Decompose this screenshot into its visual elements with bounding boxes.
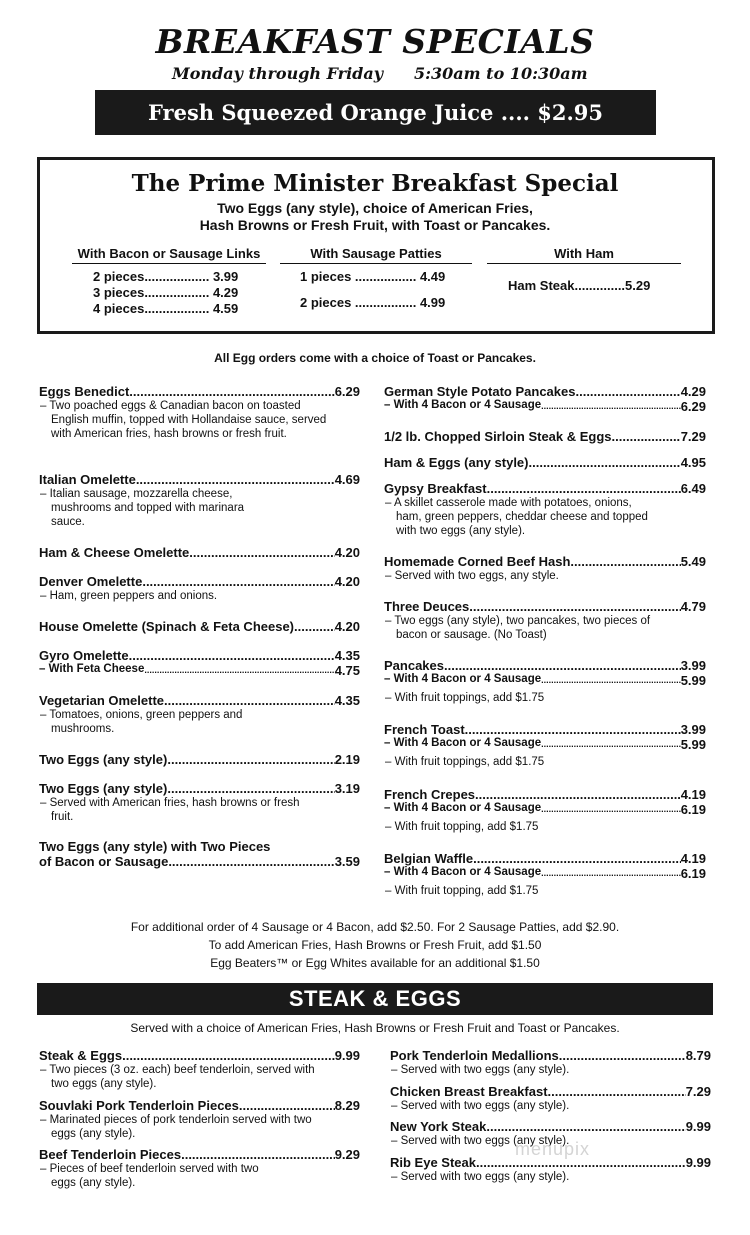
item-name: House Omelette (Spinach & Feta Cheese) <box>39 619 295 634</box>
menu-item <box>384 599 706 614</box>
menu-item <box>39 752 360 767</box>
menu-item <box>39 1048 360 1063</box>
orange-juice-banner: Fresh Squeezed Orange Juice .... $2.95 <box>95 90 656 135</box>
item-desc: – Served with American fries, hash browns or fresh fruit. <box>40 797 300 823</box>
item-desc: – Served with two eggs (any style). <box>391 1135 570 1147</box>
item-desc: – Served with two eggs (any style). <box>391 1100 570 1112</box>
item-fruit-option: – With fruit toppings, add $1.75 <box>385 692 545 704</box>
steak-eggs-note: Served with a choice of American Fries, Hash Browns or Fresh Fruit and Toast or Pancakes. <box>130 1021 620 1035</box>
item-price: 4.79 <box>680 599 706 614</box>
menu-item <box>39 472 360 487</box>
left-menu-item-italian <box>39 472 360 529</box>
item-name: Two Eggs (any style) <box>39 752 168 767</box>
item-name: Chicken Breast Breakfast <box>390 1084 548 1099</box>
days-text: Monday through Friday <box>172 64 384 83</box>
item-price: 2.19 <box>334 752 360 767</box>
patties-1-piece: 1 pieces ................. 4.49 <box>300 269 446 284</box>
item-price: 7.29 <box>680 429 706 444</box>
left-menu-column <box>39 384 360 441</box>
steak-item-chicken <box>390 1084 711 1113</box>
sub-option-name: – With 4 Bacon or 4 Sausage <box>384 399 542 411</box>
item-name: Two Eggs (any style) <box>39 781 168 796</box>
item-name: Denver Omelette <box>39 574 143 589</box>
sub-option-name: – With Feta Cheese <box>39 663 145 675</box>
hours-text: 5:30am to 10:30am <box>414 64 588 83</box>
item-desc: – A skillet casserole made with potatoes, onions, ham, green peppers, cheddar cheese and topped with two eggs (any style). <box>385 497 648 537</box>
item-name: Belgian Waffle <box>384 851 474 866</box>
ham-heading: With Ham <box>487 246 681 264</box>
item-price: 4.20 <box>334 545 360 560</box>
menu-item <box>384 455 706 470</box>
footer-note-2: To add American Fries, Hash Browns or Fresh Fruit, add $1.50 <box>208 938 542 952</box>
item-name: Eggs Benedict <box>39 384 130 399</box>
item-name: Ham & Eggs (any style) <box>384 455 529 470</box>
item-sub-option <box>39 663 360 678</box>
item-price: 3.19 <box>334 781 360 796</box>
item-price: 3.59 <box>334 854 360 869</box>
left-menu-item-ham-cheese <box>39 545 360 560</box>
menu-item <box>384 722 706 737</box>
sub-option-name: – With 4 Bacon or 4 Sausage <box>384 737 542 749</box>
left-menu-item-two-eggs-b <box>39 781 360 824</box>
menu-item <box>384 429 706 444</box>
item-fruit-option: – With fruit topping, add $1.75 <box>385 821 539 833</box>
item-desc: – Tomatoes, onions, green peppers and mushrooms. <box>40 709 243 735</box>
menu-item <box>39 619 360 634</box>
menu-item <box>39 693 360 708</box>
item-name: French Toast <box>384 722 465 737</box>
item-price: 4.19 <box>680 851 706 866</box>
right-menu-item-ham-eggs <box>384 455 706 470</box>
left-menu-item-vegetarian <box>39 693 360 736</box>
item-desc: – Pieces of beef tenderloin served with two eggs (any style). <box>40 1163 259 1189</box>
left-menu-item-house <box>39 619 360 634</box>
sub-option-price: 6.19 <box>680 802 706 817</box>
item-name: Vegetarian Omelette <box>39 693 164 708</box>
steak-item-steak-eggs <box>39 1048 360 1091</box>
item-desc: – Served with two eggs, any style. <box>385 570 559 582</box>
menu-item <box>384 481 706 496</box>
item-price: 4.29 <box>680 384 706 399</box>
item-name: Rib Eye Steak <box>390 1155 476 1170</box>
right-menu-item-sirloin <box>384 429 706 444</box>
sub-option-price: 4.75 <box>334 663 360 678</box>
ham-steak: Ham Steak..............5.29 <box>508 278 651 293</box>
left-menu-item-gyro <box>39 648 360 678</box>
menu-item <box>384 384 706 399</box>
item-desc: – Served with two eggs (any style). <box>391 1171 570 1183</box>
sub-option-price: 5.99 <box>680 737 706 752</box>
left-menu-item-denver <box>39 574 360 603</box>
item-desc: – Marinated pieces of pork tenderloin served with two eggs (any style). <box>40 1114 312 1140</box>
item-desc: – Ham, green peppers and onions. <box>40 590 218 602</box>
steak-item-pork-medallions <box>390 1048 711 1077</box>
item-price: 6.29 <box>334 384 360 399</box>
item-sub-option <box>384 802 706 817</box>
menu-item <box>39 384 360 399</box>
item-name: Gypsy Breakfast <box>384 481 487 496</box>
egg-orders-note: All Egg orders come with a choice of Toast or Pancakes. <box>214 351 536 365</box>
menu-item <box>384 554 706 569</box>
bacon-4-pieces: 4 pieces.................. 4.59 <box>93 301 239 316</box>
left-menu-item-two-eggs-a <box>39 752 360 767</box>
sub-option-name: – With 4 Bacon or 4 Sausage <box>384 802 542 814</box>
item-price: 9.29 <box>334 1147 360 1162</box>
right-menu-item-waffle <box>384 851 706 898</box>
steak-item-beef-pieces <box>39 1147 360 1190</box>
prime-minister-desc-line2: Hash Browns or Fresh Fruit, with Toast or Pancakes. <box>199 217 551 233</box>
item-price: 9.99 <box>685 1119 711 1134</box>
item-price: 6.49 <box>680 481 706 496</box>
right-menu-item-corned-beef <box>384 554 706 583</box>
item-price: 9.99 <box>685 1155 711 1170</box>
item-price: 4.35 <box>334 648 360 663</box>
item-sub-option <box>384 737 706 752</box>
item-price: 4.69 <box>334 472 360 487</box>
item-price: 8.79 <box>685 1048 711 1063</box>
menu-item <box>384 851 706 866</box>
sub-option-price: 6.29 <box>680 399 706 414</box>
item-sub-option <box>384 399 706 414</box>
item-name: Homemade Corned Beef Hash <box>384 554 571 569</box>
item-name: Gyro Omelette <box>39 648 129 663</box>
left-menu-item-two-eggs-c <box>39 839 360 869</box>
prime-minister-desc <box>0 200 750 234</box>
item-fruit-option: – With fruit toppings, add $1.75 <box>385 756 545 768</box>
item-name: Ham & Cheese Omelette <box>39 545 190 560</box>
menu-item <box>39 1098 360 1113</box>
item-price: 3.99 <box>680 722 706 737</box>
prime-minister-title: The Prime Minister Breakfast Special <box>131 170 619 197</box>
item-desc: – Two pieces (3 oz. each) beef tenderloin, served with two eggs (any style). <box>40 1064 315 1090</box>
right-menu-item-german <box>384 384 706 414</box>
menu-item <box>39 574 360 589</box>
item-price: 5.49 <box>680 554 706 569</box>
menu-item <box>384 787 706 802</box>
item-price: 8.29 <box>334 1098 360 1113</box>
watermark: menupix <box>515 1139 591 1159</box>
right-menu-item-crepes <box>384 787 706 834</box>
item-name: Italian Omelette <box>39 472 136 487</box>
right-menu-item-pancakes <box>384 658 706 705</box>
bacon-links-heading: With Bacon or Sausage Links <box>72 246 266 264</box>
menu-item-name-line1 <box>39 839 360 854</box>
item-sub-option <box>384 673 706 688</box>
item-name: of Bacon or Sausage <box>39 854 169 869</box>
bacon-2-pieces: 2 pieces.................. 3.99 <box>93 269 239 284</box>
item-desc: – Two eggs (any style), two pancakes, two pieces of bacon or sausage. (No Toast) <box>385 615 651 641</box>
prime-minister-desc-line1: Two Eggs (any style), choice of American Fries, <box>217 200 533 216</box>
item-price: 4.35 <box>334 693 360 708</box>
menu-item <box>390 1119 711 1134</box>
menu-item <box>39 545 360 560</box>
item-price: 4.95 <box>680 455 706 470</box>
page-title: BREAKFAST SPECIALS <box>155 22 595 61</box>
item-name: French Crepes <box>384 787 476 802</box>
item-name: Steak & Eggs <box>39 1048 123 1063</box>
steak-eggs-banner: STEAK & EGGS <box>37 983 713 1015</box>
sub-option-price: 5.99 <box>680 673 706 688</box>
footer-note-3: Egg Beaters™ or Egg Whites available for an additional $1.50 <box>210 956 540 970</box>
right-menu-item-gypsy <box>384 481 706 538</box>
item-sub-option <box>384 866 706 881</box>
menu-item <box>39 781 360 796</box>
sub-option-name: – With 4 Bacon or 4 Sausage <box>384 866 542 878</box>
item-name: Three Deuces <box>384 599 470 614</box>
menu-item <box>39 648 360 663</box>
footer-note-1: For additional order of 4 Sausage or 4 Bacon, add $2.50. For 2 Sausage Patties, add $2.90. <box>130 920 620 934</box>
item-price: 4.20 <box>334 619 360 634</box>
menu-item <box>390 1084 711 1099</box>
item-name: New York Steak <box>390 1119 487 1134</box>
sub-option-price: 6.19 <box>680 866 706 881</box>
steak-item-souvlaki <box>39 1098 360 1141</box>
item-desc: – Italian sausage, mozzarella cheese, mushrooms and topped with marinara sauce. <box>40 488 245 528</box>
item-price: 7.29 <box>685 1084 711 1099</box>
menu-item <box>39 1147 360 1162</box>
patties-2-pieces: 2 pieces ................. 4.99 <box>300 295 446 310</box>
right-menu-item-three-deuces <box>384 599 706 642</box>
item-price: 3.99 <box>680 658 706 673</box>
menu-item <box>390 1048 711 1063</box>
item-desc: – Served with two eggs (any style). <box>391 1064 570 1076</box>
menu-item <box>39 854 360 869</box>
item-name: 1/2 lb. Chopped Sirloin Steak & Eggs <box>384 429 612 444</box>
item-name: German Style Potato Pancakes <box>384 384 576 399</box>
item-desc: – Two poached eggs & Canadian bacon on toasted English muffin, topped with Hollandaise sauce, served with American fries, hash browns or fresh fruit. <box>40 400 327 440</box>
sausage-patties-heading: With Sausage Patties <box>280 246 472 264</box>
bacon-3-pieces: 3 pieces.................. 4.29 <box>93 285 239 300</box>
item-price: 9.99 <box>334 1048 360 1063</box>
item-price: 4.20 <box>334 574 360 589</box>
item-name: Souvlaki Pork Tenderloin Pieces <box>39 1098 239 1113</box>
sub-option-name: – With 4 Bacon or 4 Sausage <box>384 673 542 685</box>
item-name: Pork Tenderloin Medallions <box>390 1048 559 1063</box>
item-name: Beef Tenderloin Pieces <box>39 1147 182 1162</box>
item-fruit-option: – With fruit topping, add $1.75 <box>385 885 539 897</box>
item-price: 4.19 <box>680 787 706 802</box>
item-name: Pancakes <box>384 658 444 673</box>
menu-item <box>384 658 706 673</box>
item-name: Two Eggs (any style) with Two Pieces <box>39 839 271 854</box>
right-menu-item-french-toast <box>384 722 706 769</box>
